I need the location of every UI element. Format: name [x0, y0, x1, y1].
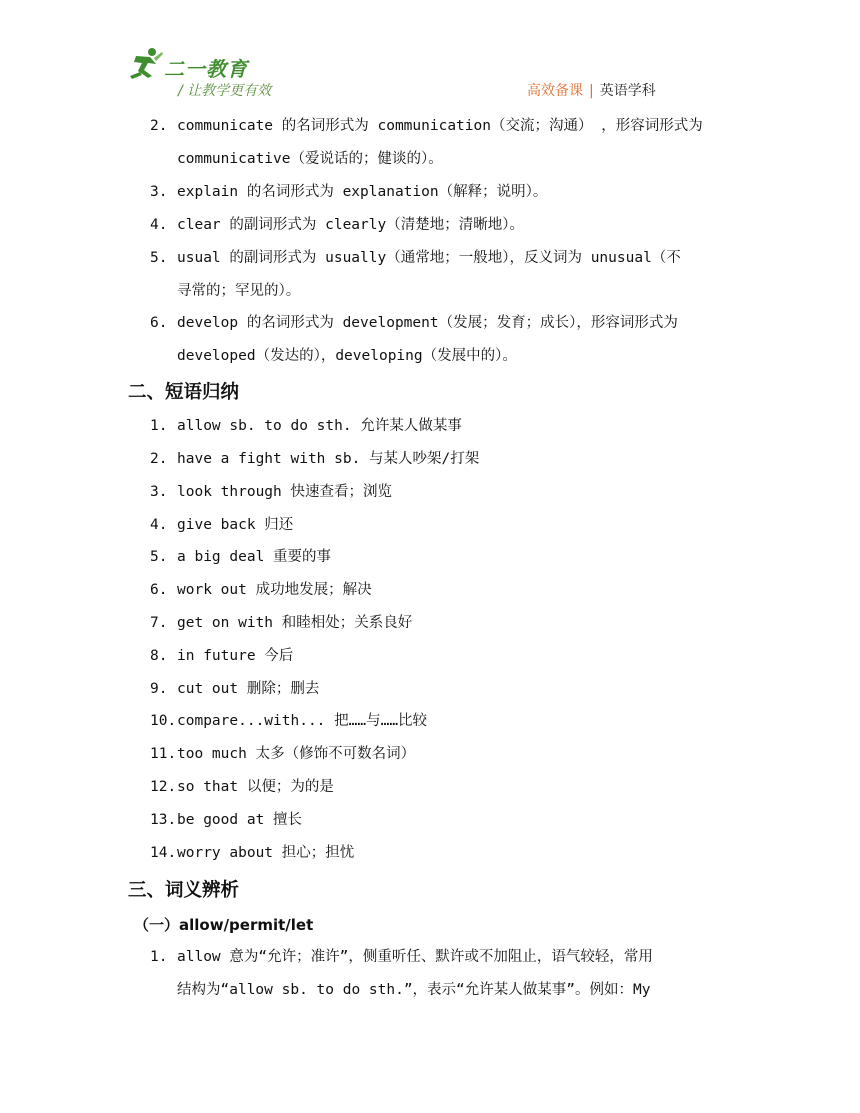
subsection-heading: （一）allow/permit/let: [134, 916, 314, 934]
item-number: 6.: [150, 582, 168, 598]
logo-text: 二一教育: [164, 57, 248, 81]
item-number: 6.: [150, 315, 168, 331]
item-text: get on with 和睦相处；关系良好: [177, 615, 413, 631]
running-man-icon: [128, 46, 164, 80]
logo: [128, 46, 258, 82]
item-text: a big deal 重要的事: [177, 549, 332, 565]
page-header: [0, 0, 860, 110]
item-text: developed（发达的），developing（发展中的）。: [177, 348, 517, 364]
item-number: 9.: [150, 681, 168, 697]
item-text: allow 意为“允许；准许”，侧重听任、默许或不加阻止，语气较轻，常用: [177, 949, 653, 965]
item-text: communicative（爱说话的；健谈的）。: [177, 151, 443, 167]
item-number: 12.: [150, 779, 177, 795]
item-number: 5.: [150, 549, 168, 565]
item-text: communicate 的名词形式为 communication（交流；沟通） ，形容词形式为: [177, 118, 703, 134]
item-text: allow sb. to do sth. 允许某人做某事: [177, 418, 462, 434]
item-number: 7.: [150, 615, 168, 631]
item-text: have a fight with sb. 与某人吵架/打架: [177, 451, 480, 467]
item-number: 2.: [150, 451, 168, 467]
slogan: / 让教学更有效: [178, 83, 272, 99]
item-number: 14.: [150, 845, 177, 861]
item-text: 结构为“allow sb. to do sth.”，表示“允许某人做某事”。例如：My: [177, 982, 651, 998]
item-number: 3.: [150, 484, 168, 500]
header-separator: |: [589, 83, 594, 99]
item-text: in future 今后: [177, 648, 294, 664]
item-number: 1.: [150, 949, 168, 965]
item-text: explain 的名词形式为 explanation（解释；说明）。: [177, 184, 548, 200]
item-number: 10.: [150, 713, 177, 729]
item-text: cut out 删除；删去: [177, 681, 320, 697]
item-number: 4.: [150, 517, 168, 533]
item-number: 1.: [150, 418, 168, 434]
item-number: 13.: [150, 812, 177, 828]
item-number: 4.: [150, 217, 168, 233]
item-number: 2.: [150, 118, 168, 134]
item-text: usual 的副词形式为 usually（通常地；一般地），反义词为 unusual（不: [177, 250, 681, 266]
item-text: too much 太多（修饰不可数名词）: [177, 746, 416, 762]
item-text: look through 快速查看；浏览: [177, 484, 392, 500]
item-text: so that 以便；为的是: [177, 779, 334, 795]
header-tagline: [527, 80, 656, 100]
section-heading: 三、词义辨析: [128, 880, 240, 901]
header-tag-primary: 高效备课: [527, 83, 583, 99]
section-heading: 二、短语归纳: [128, 382, 240, 403]
item-text: 寻常的；罕见的）。: [177, 283, 301, 299]
item-number: 11.: [150, 746, 177, 762]
item-text: give back 归还: [177, 517, 294, 533]
item-text: be good at 擅长: [177, 812, 303, 828]
item-text: worry about 担心；担忧: [177, 845, 355, 861]
item-text: develop 的名词形式为 development（发展；发育；成长），形容词形式为: [177, 315, 678, 331]
header-tag-secondary: 英语学科: [599, 83, 656, 99]
item-number: 5.: [150, 250, 168, 266]
item-number: 8.: [150, 648, 168, 664]
item-text: work out 成功地发展；解决: [177, 582, 372, 598]
item-number: 3.: [150, 184, 168, 200]
item-text: compare...with... 把……与……比较: [177, 713, 428, 729]
item-text: clear 的副词形式为 clearly（清楚地；清晰地）。: [177, 217, 524, 233]
